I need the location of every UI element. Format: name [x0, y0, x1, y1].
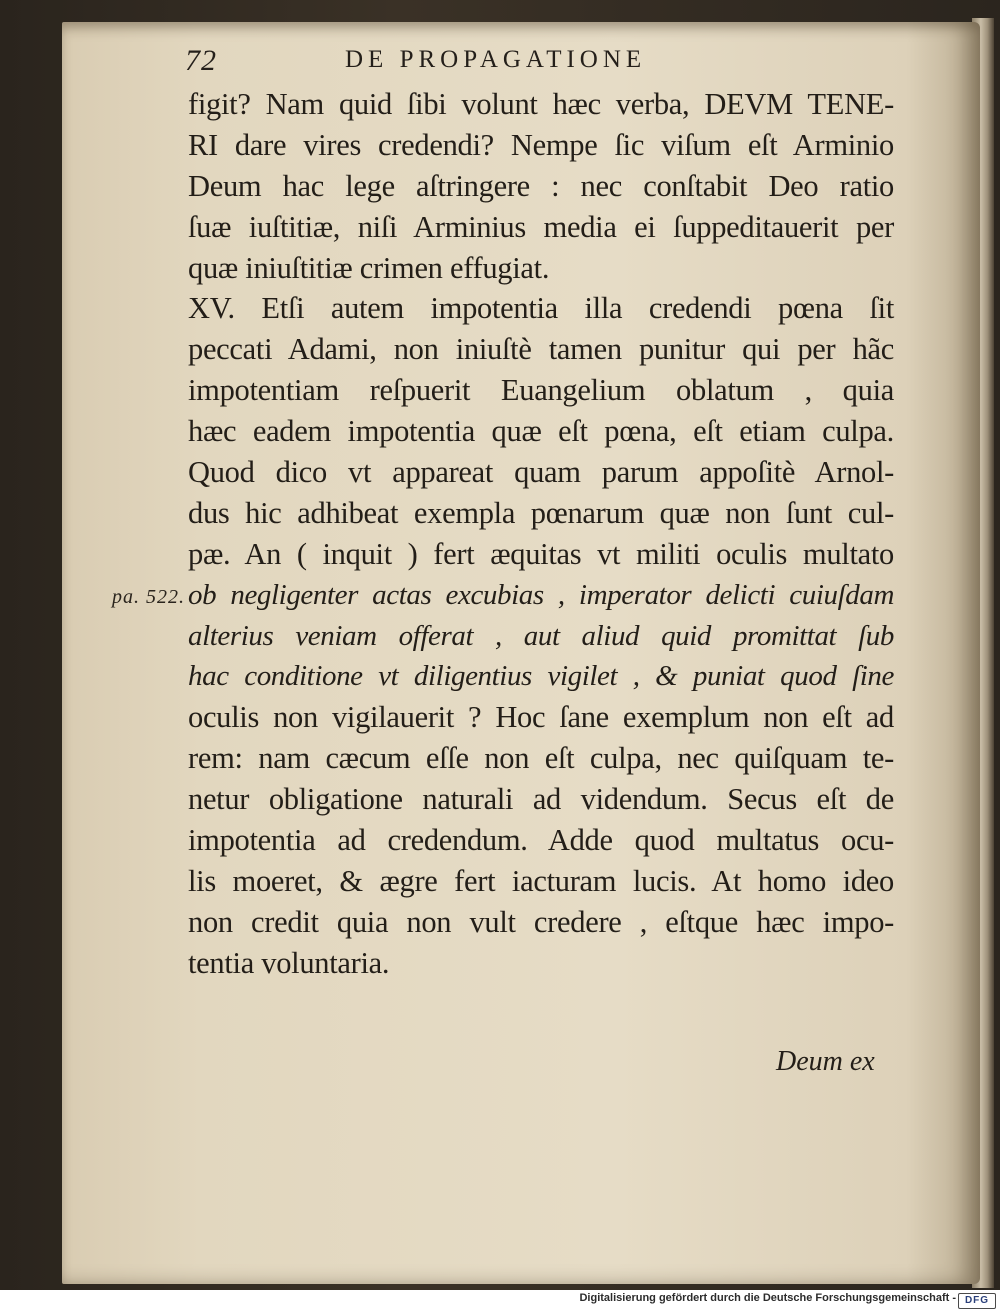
text-line: impotentiam reſpuerit Euangelium oblatum , quia [188, 373, 894, 408]
text-line: quæ iniuſtitiæ crimen effugiat. [188, 250, 550, 285]
text-line: hac conditione vt diligentius vigilet , & puniat quod ſine [188, 660, 894, 693]
running-title: DE PROPAGATIONE [345, 46, 647, 73]
text-line: non credit quia non vult credere , eſtque hæc impo- [188, 904, 894, 939]
text-line: oculis non vigilauerit ? Hoc ſane exemplum non eſt ad [188, 700, 894, 735]
body-text [188, 84, 894, 984]
text-line: alterius veniam offerat , aut aliud quid promittat ſub [188, 619, 894, 652]
text-line: lis moeret, & ægre fert iacturam lucis. At homo ideo [188, 863, 894, 898]
text-line: Deum hac lege aſtringere : nec conſtabit Deo ratio [188, 168, 894, 203]
text-line: rem: nam cæcum eſſe non eſt culpa, nec quiſquam te- [188, 741, 894, 776]
text-line: pæ. An ( inquit ) fert æquitas vt militi oculis multato [188, 536, 894, 571]
digitization-footer [0, 1290, 1000, 1311]
page-number: 72 [185, 44, 217, 77]
text-line: dus hic adhibeat exempla pœnarum quæ non ſunt cul- [188, 495, 894, 530]
page-header [185, 42, 705, 82]
text-line: ob negligenter actas excubias , imperator delicti cuiuſdam [188, 578, 894, 611]
text-line: ſuæ iuſtitiæ, niſi Arminius media ei ſuppeditauerit per [188, 209, 894, 244]
text-line: RI dare vires credendi? Nempe ſic viſum eſt Arminio [188, 127, 894, 162]
dfg-logo-icon: DFG [958, 1293, 996, 1309]
text-line: hæc eadem impotentia quæ eſt pœna, eſt etiam culpa. [188, 414, 894, 449]
text-line: netur obligatione naturali ad videndum. Secus eſt de [188, 782, 894, 817]
text-line: impotentia ad credendum. Adde quod multatus ocu- [188, 823, 894, 858]
margin-reference-note: pa. 522. [112, 586, 185, 608]
text-line: XV. Etſi autem impotentia illa credendi pœna ſit [188, 291, 894, 326]
text-line: peccati Adami, non iniuſtè tamen punitur qui per hãc [188, 332, 894, 367]
catchword: Deum ex [776, 1046, 875, 1077]
text-line: figit? Nam quid ſibi volunt hæc verba, DEVM TENE- [188, 87, 894, 121]
text-line: Quod dico vt appareat quam parum appoſitè Arnol- [188, 455, 894, 490]
digitization-note: Digitalisierung gefördert durch die Deutsche Forschungsgemeinschaft - [579, 1292, 956, 1304]
text-line: tentia voluntaria. [188, 945, 390, 980]
